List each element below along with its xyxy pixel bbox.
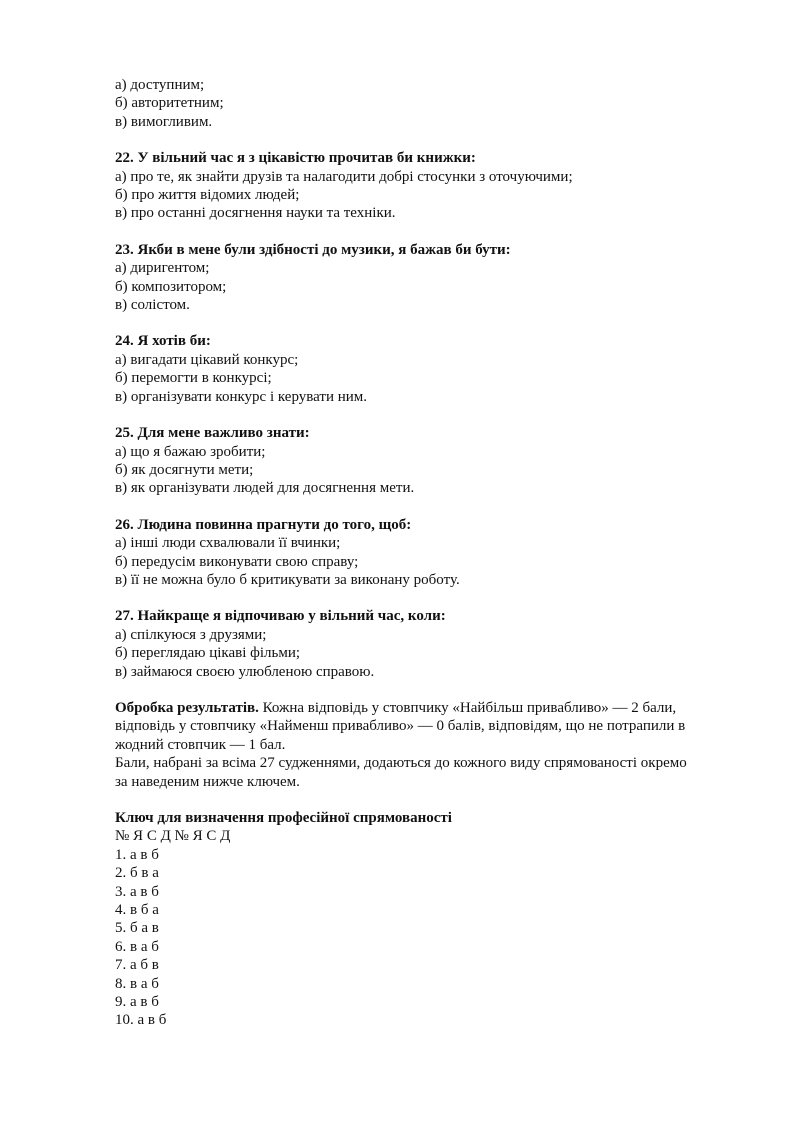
key-section xyxy=(115,809,755,1030)
key-row: 9. а в б xyxy=(115,994,159,1011)
question-title: 22. У вільний час я з цікавістю прочитав би книжки: xyxy=(115,150,476,167)
question-title: 25. Для мене важливо знати: xyxy=(115,425,310,442)
option-line: б) авторитетним; xyxy=(115,95,224,112)
processing-line xyxy=(115,699,755,717)
option-line: б) переглядаю цікаві фільми; xyxy=(115,645,301,662)
key-row: 8. в а б xyxy=(115,975,159,992)
option-line: б) як досягнути мети; xyxy=(115,461,254,478)
document-body xyxy=(115,76,755,1030)
question-25 xyxy=(115,424,755,498)
key-row: 6. в а б xyxy=(115,938,159,955)
option-line: а) диригентом; xyxy=(115,260,210,277)
processing-section xyxy=(115,699,755,791)
processing-line: жодний стовпчик — 1 бал. xyxy=(115,736,286,753)
key-row: 5. б а в xyxy=(115,920,159,937)
processing-line: за наведеним нижче ключем. xyxy=(115,773,300,790)
question-title: 23. Якби в мене були здібності до музики, я бажав би бути: xyxy=(115,241,511,258)
option-line: в) солістом. xyxy=(115,297,190,314)
option-line: в) як організувати людей для досягнення мети. xyxy=(115,480,415,497)
option-line: в) про останні досягнення науки та техніки. xyxy=(115,205,396,222)
option-line: а) що я бажаю зробити; xyxy=(115,443,266,460)
processing-line: Бали, набрані за всіма 27 судженнями, додаються до кожного виду спрямованості окремо xyxy=(115,755,687,772)
option-line: а) про те, як знайти друзів та налагодити добрі стосунки з оточуючими; xyxy=(115,168,573,185)
question-22 xyxy=(115,149,755,223)
option-line: б) про життя відомих людей; xyxy=(115,187,300,204)
question-23 xyxy=(115,241,755,315)
question-title: 26. Людина повинна прагнути до того, щоб: xyxy=(115,516,412,533)
question-27 xyxy=(115,607,755,681)
processing-label: Обробка результатів. xyxy=(115,699,259,716)
option-line: в) вимогливим. xyxy=(115,113,213,130)
key-row: 3. а в б xyxy=(115,883,159,900)
key-row: 4. в б а xyxy=(115,902,159,919)
key-row: 10. а в б xyxy=(115,1012,167,1029)
option-line: а) спілкуюся з друзями; xyxy=(115,626,267,643)
option-line: в) організувати конкурс і керувати ним. xyxy=(115,388,368,405)
option-line: б) перемогти в конкурсі; xyxy=(115,370,272,387)
key-row: 2. б в а xyxy=(115,865,159,882)
option-line: а) вигадати цікавий конкурс; xyxy=(115,351,299,368)
processing-text: Кожна відповідь у стовпчику «Найбільш привабливо» — 2 бали, xyxy=(258,699,677,716)
question-24 xyxy=(115,332,755,406)
option-line: б) передусім виконувати свою справу; xyxy=(115,553,359,570)
option-line: б) композитором; xyxy=(115,278,227,295)
option-line: а) інші люди схвалювали її вчинки; xyxy=(115,535,341,552)
option-line: в) її не можна було б критикувати за виконану роботу. xyxy=(115,571,460,588)
option-line: в) займаюся своєю улюбленою справою. xyxy=(115,663,375,680)
question-26 xyxy=(115,516,755,590)
question-title: 24. Я хотів би: xyxy=(115,333,211,350)
question-title: 27. Найкраще я відпочиваю у вільний час, коли: xyxy=(115,608,446,625)
key-header: № Я С Д № Я С Д xyxy=(115,828,231,845)
key-title: Ключ для визначення професійної спрямованості xyxy=(115,810,452,826)
intro-options xyxy=(115,76,755,131)
processing-line: відповідь у стовпчику «Найменш привабливо» — 0 балів, відповідям, що не потрапили в xyxy=(115,718,686,735)
key-row: 7. а б в xyxy=(115,957,159,974)
option-line: а) доступним; xyxy=(115,77,205,93)
key-row: 1. а в б xyxy=(115,846,159,863)
